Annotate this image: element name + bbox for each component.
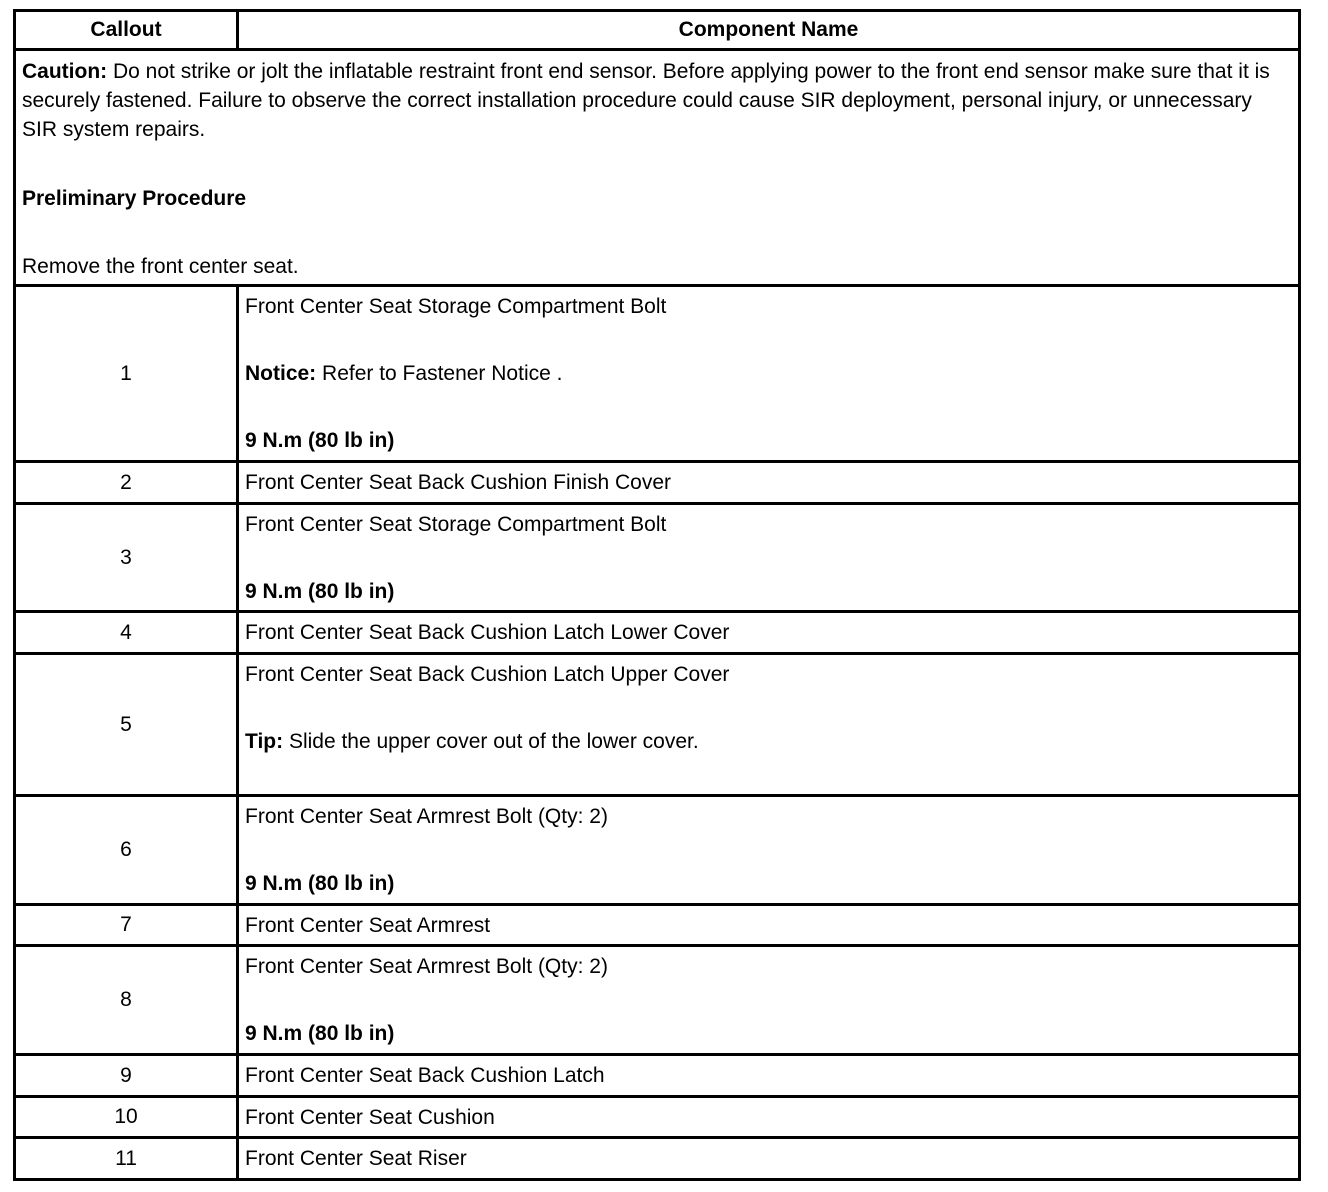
table-header-row — [15, 11, 1300, 50]
callout-cell: 7 — [15, 905, 238, 946]
callout-cell: 11 — [15, 1138, 238, 1180]
table-row — [15, 462, 1300, 504]
callout-cell: 3 — [15, 504, 238, 612]
torque-spec: 9 N.m (80 lb in) — [245, 429, 395, 452]
caution-body: Do not strike or jolt the inflatable restraint front end sensor. Before applying power to the front end sensor make sure that it is securely fastened. Failure to observe the correct installation procedure could cause SIR deployment, personal injury, or unnecessary SIR system repairs. — [22, 60, 1270, 141]
component-name-header: Component Name — [238, 11, 1300, 50]
callout-cell: 4 — [15, 612, 238, 654]
callout-cell: 1 — [15, 286, 238, 462]
component-cell — [238, 286, 1300, 462]
table-row — [15, 1055, 1300, 1097]
note-label: Tip: — [245, 730, 284, 753]
component-cell — [238, 796, 1300, 905]
table-row — [15, 1138, 1300, 1180]
component-name: Front Center Seat Armrest — [245, 914, 491, 937]
note-label: Notice: — [245, 362, 317, 385]
callout-cell: 6 — [15, 796, 238, 905]
component-name: Front Center Seat Back Cushion Latch Upper Cover — [245, 663, 730, 686]
component-name: Front Center Seat Armrest Bolt (Qty: 2) — [245, 955, 608, 978]
component-cell — [238, 1097, 1300, 1138]
component-name: Front Center Seat Storage Compartment Bolt — [245, 513, 667, 536]
table-row — [15, 1097, 1300, 1138]
table-row — [15, 905, 1300, 946]
component-cell — [238, 946, 1300, 1055]
caution-cell — [15, 50, 1300, 286]
callout-cell: 2 — [15, 462, 238, 504]
component-table — [13, 9, 1301, 1181]
component-name: Front Center Seat Storage Compartment Bolt — [245, 295, 667, 318]
table-row — [15, 612, 1300, 654]
table-row — [15, 796, 1300, 905]
callout-cell: 8 — [15, 946, 238, 1055]
callout-cell: 5 — [15, 654, 238, 796]
component-cell — [238, 1055, 1300, 1097]
component-name: Front Center Seat Back Cushion Latch — [245, 1064, 605, 1087]
component-cell — [238, 462, 1300, 504]
component-cell — [238, 905, 1300, 946]
torque-spec: 9 N.m (80 lb in) — [245, 580, 395, 603]
caution-text — [22, 57, 1292, 144]
component-name: Front Center Seat Armrest Bolt (Qty: 2) — [245, 805, 608, 828]
caution-label: Caution: — [22, 60, 108, 83]
note — [245, 357, 1292, 391]
callout-cell: 10 — [15, 1097, 238, 1138]
component-cell — [238, 1138, 1300, 1180]
table-row — [15, 286, 1300, 462]
table-row — [15, 654, 1300, 796]
preliminary-text: Remove the front center seat. — [22, 255, 299, 278]
caution-row — [15, 50, 1300, 286]
callout-cell: 9 — [15, 1055, 238, 1097]
component-cell — [238, 654, 1300, 796]
component-name: Front Center Seat Cushion — [245, 1106, 495, 1129]
component-name: Front Center Seat Back Cushion Latch Lower Cover — [245, 621, 730, 644]
torque-spec: 9 N.m (80 lb in) — [245, 872, 395, 895]
table-row — [15, 504, 1300, 612]
component-name: Front Center Seat Back Cushion Finish Cover — [245, 471, 672, 494]
component-cell — [238, 612, 1300, 654]
callout-header: Callout — [15, 11, 238, 50]
note — [245, 725, 1292, 759]
component-name: Front Center Seat Riser — [245, 1147, 467, 1170]
component-cell — [238, 504, 1300, 612]
note-text: Slide the upper cover out of the lower cover. — [283, 730, 699, 753]
table-row — [15, 946, 1300, 1055]
note-text: Refer to Fastener Notice . — [316, 362, 563, 385]
preliminary-heading: Preliminary Procedure — [22, 187, 247, 210]
torque-spec: 9 N.m (80 lb in) — [245, 1022, 395, 1045]
